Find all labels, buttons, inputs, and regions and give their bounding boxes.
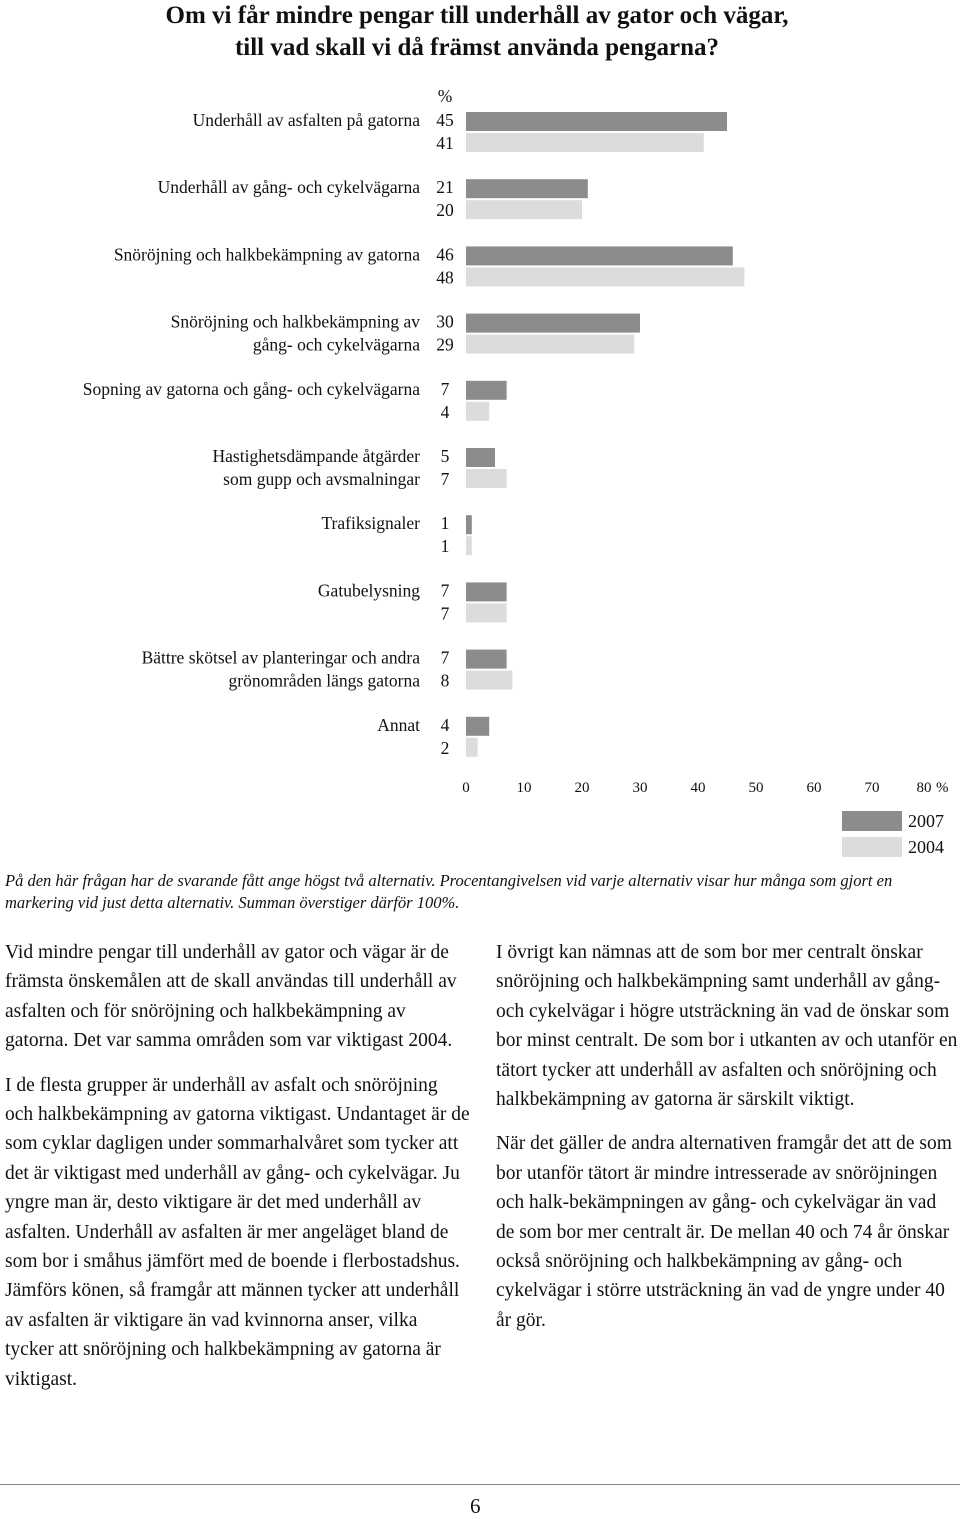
body-text-left-column: [5, 938, 470, 1409]
x-axis-unit: %: [936, 780, 949, 796]
bar-2007: [466, 381, 507, 400]
category-label: Underhåll av gång- och cykelvägarna: [157, 177, 420, 198]
x-tick-label: 30: [632, 780, 648, 796]
bar-2004: [466, 671, 512, 690]
bar-2004: [466, 267, 744, 286]
value-label-2004: 20: [436, 200, 454, 221]
bar-2007: [466, 179, 588, 198]
category-label: Underhåll av asfalten på gatorna: [192, 110, 420, 130]
value-label-2004: 4: [440, 401, 450, 422]
legend-swatch: [842, 811, 902, 831]
bar-2004: [466, 603, 507, 622]
value-label-2007: 46: [436, 244, 454, 265]
value-label-2004: 2: [440, 737, 450, 758]
category-label: Bättre skötsel av planteringar och andra: [141, 647, 420, 668]
bar-2007: [466, 582, 507, 601]
x-tick-label: 10: [516, 780, 532, 796]
x-tick-label: 0: [462, 780, 470, 796]
body-paragraph: I övrigt kan nämnas att de som bor mer centralt önskar snöröjning och halkbekämpning samt underhåll av gång- och cykelvägar i högre utsträckning än vad de önskar som bor minst centralt. De som bor i utkanten av och utanför en tätort tycker att underhåll av asfalten och snöröjning och halkbekämpning av gatorna är särskilt viktigt.: [496, 942, 958, 1111]
value-label-2004: 29: [436, 334, 454, 355]
category-label: gång- och cykelvägarna: [252, 334, 420, 355]
x-tick-label: 20: [574, 780, 590, 796]
bar-2004: [466, 200, 582, 219]
legend-entry: [842, 834, 960, 860]
value-label-2004: 48: [436, 267, 454, 288]
bar-2004: [466, 133, 704, 152]
value-label-2007: 30: [436, 311, 454, 332]
category-label: Sopning av gatorna och gång- och cykelvägarna: [82, 378, 420, 399]
legend-entry: [842, 808, 960, 834]
value-label-2007: 1: [440, 513, 450, 534]
value-label-2007: 7: [440, 378, 450, 399]
category-label: Snöröjning och halkbekämpning av: [170, 311, 420, 332]
bar-2004: [466, 402, 489, 421]
value-label-2007: 21: [436, 177, 454, 198]
legend-label: 2007: [908, 810, 944, 831]
value-label-2007: 4: [440, 714, 450, 735]
value-label-2004: 8: [440, 670, 450, 691]
bar-2007: [466, 246, 733, 265]
body-text-right-column: [496, 938, 958, 1350]
value-label-2007: 7: [440, 647, 450, 668]
category-label: grönområden längs gatorna: [228, 670, 420, 691]
chart-legend: [842, 808, 960, 860]
x-tick-label: 50: [748, 780, 764, 796]
x-tick-label: 80: [916, 780, 932, 796]
value-label-2004: 7: [440, 603, 450, 624]
category-label: Hastighetsdämpande åtgärder: [212, 446, 420, 466]
chart-footnote: På den här frågan har de svarande fått ange högst två alternativ. Procentangivelsen vid varje alternativ visar hur många som gjort en markering vid just detta alternativ. Summan överstiger därför 100%.: [5, 871, 893, 912]
value-label-2004: 7: [440, 469, 450, 489]
x-tick-label: 40: [690, 780, 706, 796]
bar-2004: [466, 469, 507, 488]
body-paragraph: Vid mindre pengar till underhåll av gator och vägar är de främsta önskemålen att de skall användas till underhåll av asfalten och för snöröjning och halkbekämpning av gatorna. Det var samma områden som var viktigast 2004.: [5, 942, 457, 1052]
x-tick-label: 70: [864, 780, 880, 796]
category-label: Gatubelysning: [317, 580, 420, 601]
legend-label: 2004: [908, 836, 944, 857]
bar-2007: [466, 650, 507, 669]
bar-2004: [466, 536, 472, 555]
value-label-2007: 45: [436, 110, 454, 130]
bar-2004: [466, 335, 634, 354]
bar-2004: [466, 738, 478, 757]
unit-label: %: [437, 86, 453, 106]
bar-2007: [466, 515, 472, 534]
value-label-2007: 5: [440, 446, 450, 466]
footer-divider: [0, 1484, 960, 1485]
bar-2007: [466, 314, 640, 333]
value-label-2004: 1: [440, 536, 450, 557]
category-label: Trafiksignaler: [321, 513, 420, 534]
value-label-2004: 41: [436, 133, 454, 153]
value-label-2007: 7: [440, 580, 450, 601]
category-label: Annat: [377, 714, 420, 735]
chart-title-line-1: Om vi får mindre pengar till underhåll av gator och vägar,: [165, 2, 789, 29]
body-paragraph: I de flesta grupper är underhåll av asfalt och snöröjning och halkbekämpning av gatorna viktigast. Undantaget är de som cyklar dagligen under sommarhalvåret som tycker att det är viktigast med underhåll av gång- och cykelvägar. Ju yngre man är, desto viktigare är det med underhåll av asfalten. Underhåll av asfalten är mer angeläget bland de som bor i småhus jämfört med de boende i flerbostadshus. Jämförs könen, så framgår att männen tycker att underhåll av asfalten är viktigare än vad kvinnorna anser, vilka tycker att snöröjning och halkbekämpning av gatorna är viktigast.: [5, 1074, 470, 1390]
body-paragraph: När det gäller de andra alternativen framgår det att de som bor utanför tätort är mindre intresserade av snöröjningen och halk-bekämpningen av gång- och cykelvägar än vad de som bor mer centralt är. De mellan 40 och 74 år önskar också snöröjning och halkbekämpning av gång- och cykelvägar i större utsträckning än vad de yngre under 40 år gör.: [496, 1133, 952, 1331]
bar-2007: [466, 448, 495, 467]
chart-title-line-2: till vad skall vi då främst använda pengarna?: [234, 34, 720, 61]
bar-2007: [466, 112, 727, 131]
page-number: 6: [470, 1494, 481, 1518]
category-label: Snöröjning och halkbekämpning av gatorna: [113, 244, 420, 265]
legend-swatch: [842, 837, 902, 857]
x-tick-label: 60: [806, 780, 822, 796]
bar-2007: [466, 717, 489, 736]
category-label: som gupp och avsmalningar: [223, 469, 420, 489]
